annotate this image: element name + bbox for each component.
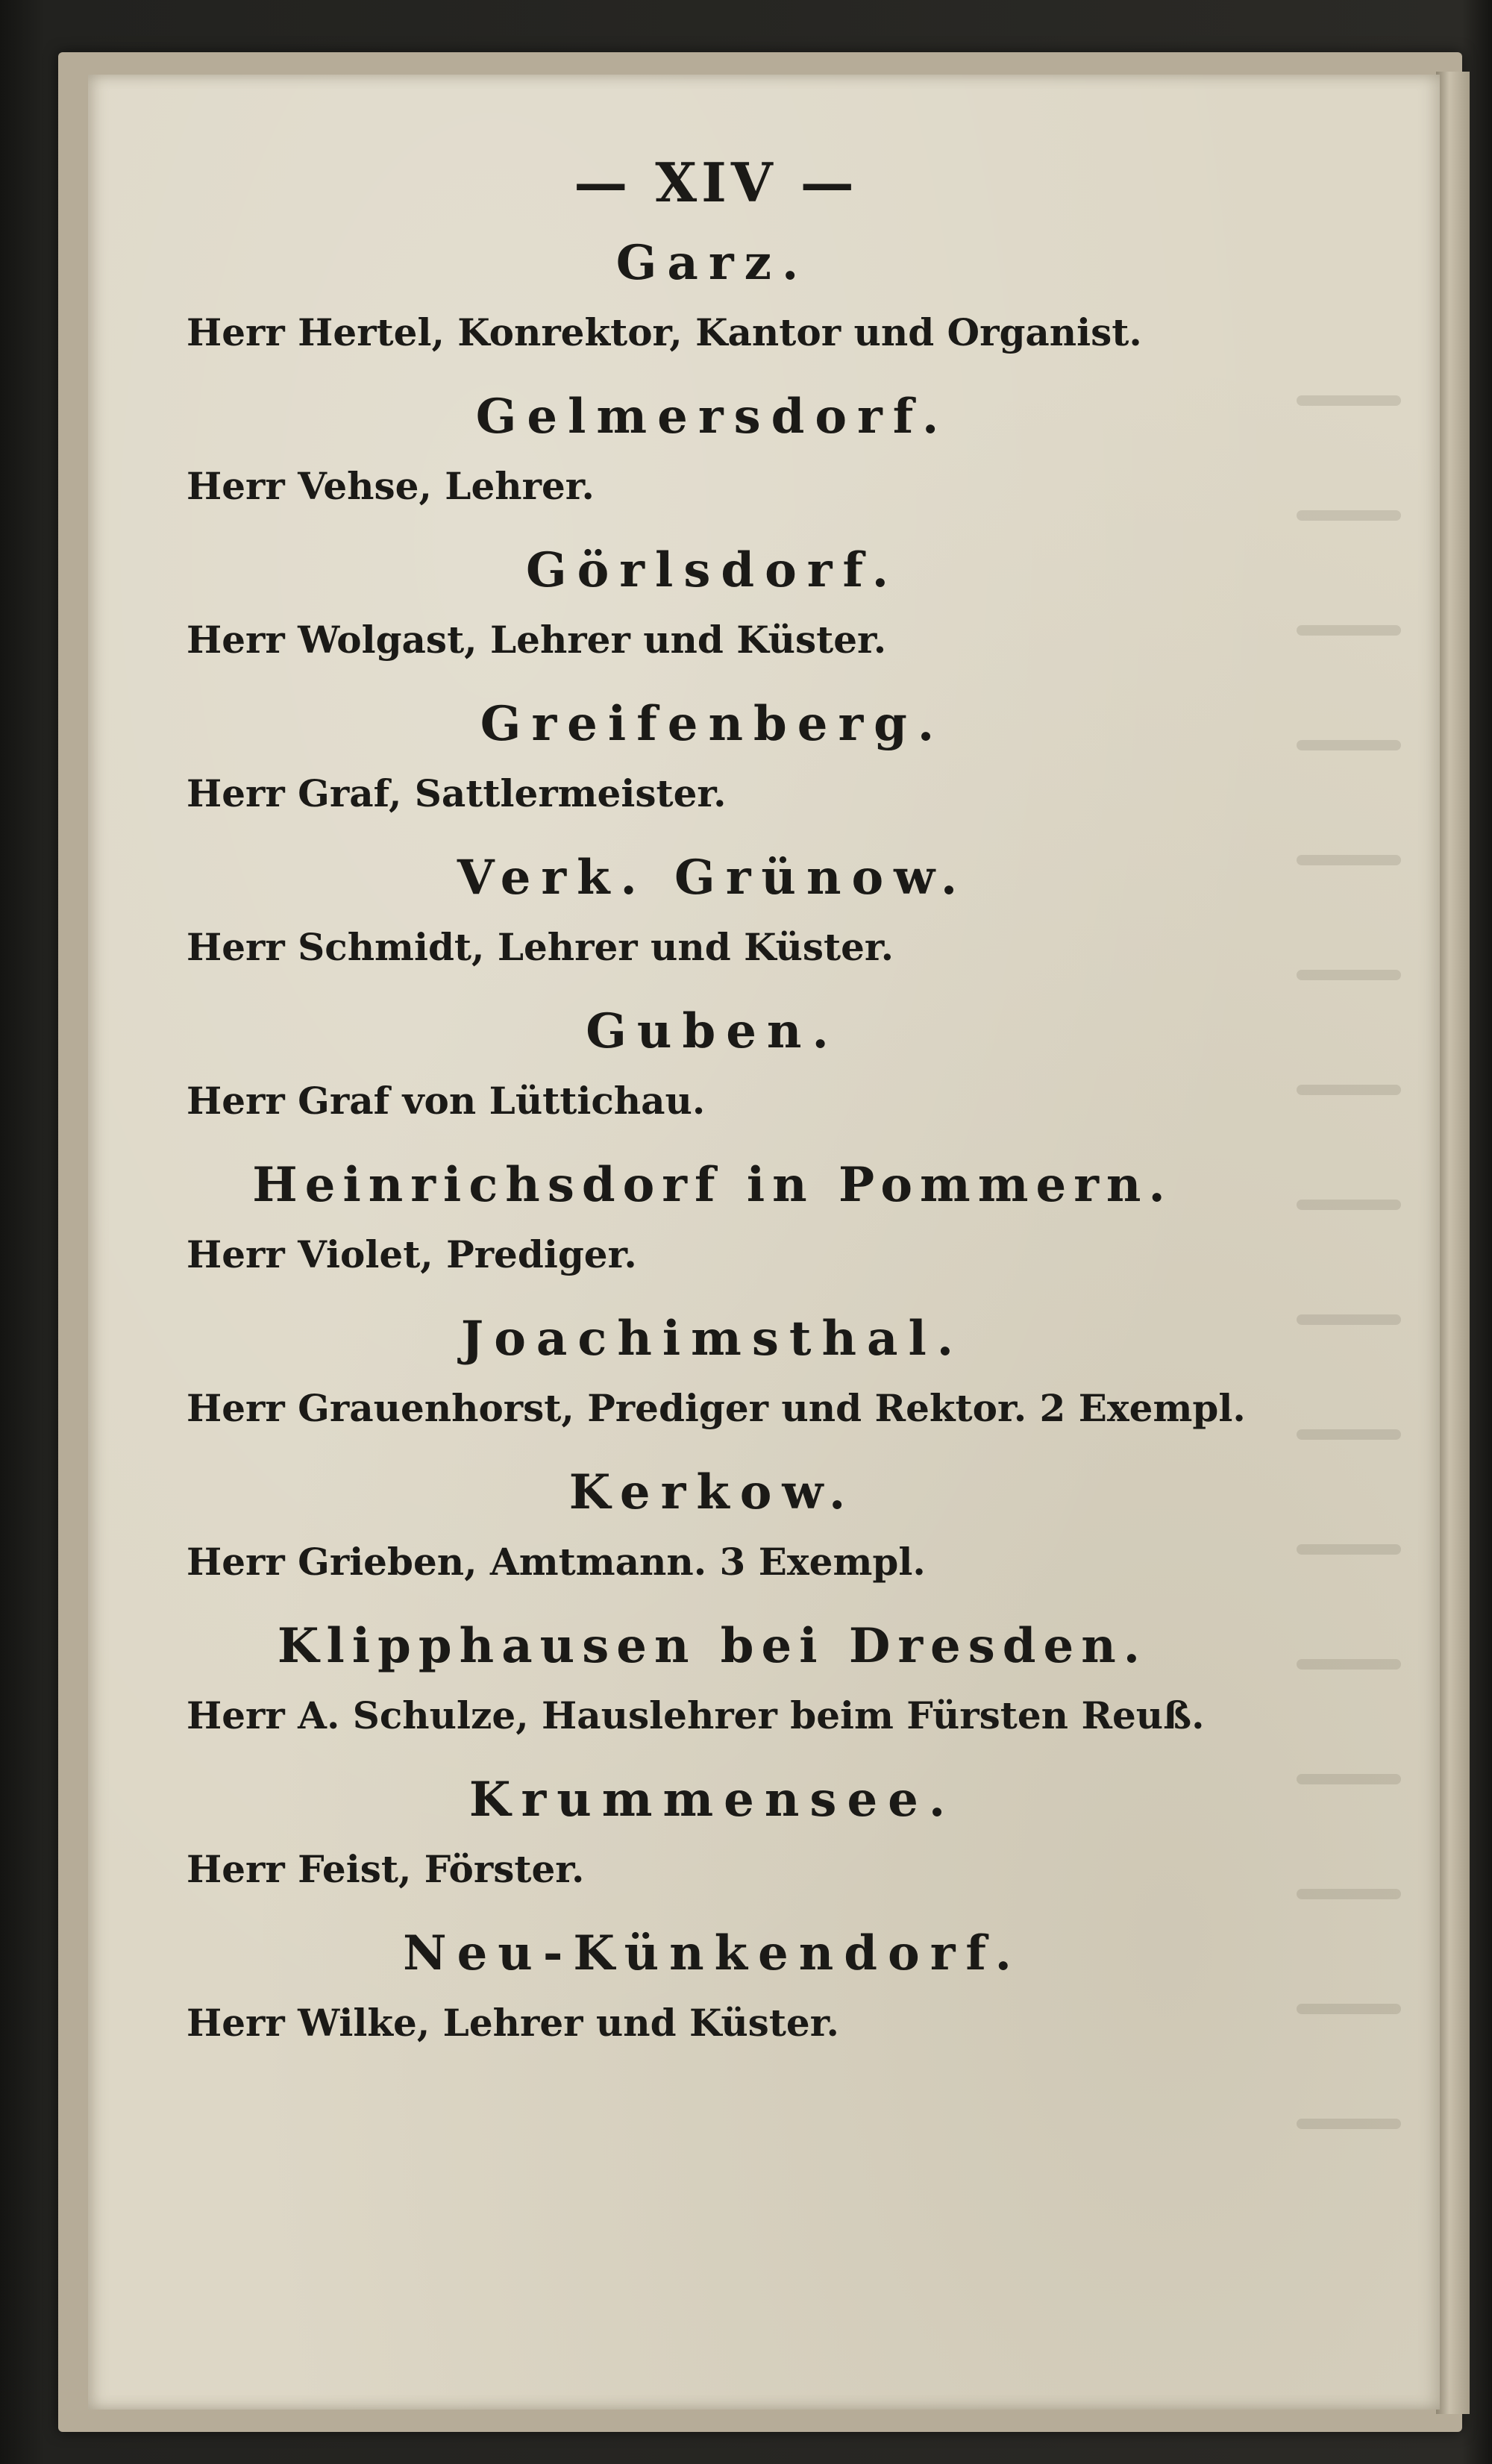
subscriber-line: Herr Schmidt, Lehrer und Küster.: [186, 925, 894, 969]
entry: [186, 1918, 1216, 2072]
place-heading: Klipphausen bei Dresden.: [277, 1618, 1148, 1674]
place-heading: Gelmersdorf.: [475, 389, 950, 445]
place-heading: Krummensee.: [468, 1772, 956, 1828]
place-heading: Garz.: [615, 235, 809, 291]
entry: [186, 842, 1216, 996]
place-heading: Neu-Künkendorf.: [403, 1925, 1022, 1981]
subscriber-line: Herr Vehse, Lehrer.: [186, 464, 595, 508]
subscriber-line: Herr Graf von Lüttichau.: [186, 1079, 706, 1123]
subscriber-line: Herr Grieben, Amtmann. 3 Exempl.: [186, 1540, 926, 1584]
entry: [186, 381, 1216, 535]
page-content: [186, 138, 1246, 2072]
entry: [186, 1457, 1216, 1611]
show-through-text: [1297, 395, 1401, 2260]
subscriber-line: Herr Wilke, Lehrer und Küster.: [186, 2001, 839, 2045]
place-heading: Görlsdorf.: [525, 542, 900, 598]
subscriber-line: Herr Grauenhorst, Prediger und Rektor. 2 Exempl.: [186, 1386, 1246, 1430]
page-number: — XIV —: [574, 151, 859, 214]
subscriber-line: Herr Graf, Sattlermeister.: [186, 771, 727, 815]
page-edge: [1436, 72, 1470, 2414]
subscriber-line: Herr Hertel, Konrektor, Kantor und Organist.: [186, 310, 1142, 354]
place-heading: Greifenberg.: [480, 696, 945, 752]
entry: [186, 1303, 1246, 1457]
place-heading: Heinrichsdorf in Pommern.: [252, 1157, 1173, 1213]
subscriber-line: Herr Wolgast, Lehrer und Küster.: [186, 618, 887, 662]
entry: [186, 228, 1216, 381]
entry: [186, 1611, 1216, 1764]
place-heading: Joachimsthal.: [460, 1311, 965, 1367]
subscriber-line: Herr Violet, Prediger.: [186, 1232, 637, 1276]
entry: [186, 535, 1216, 689]
place-heading: Guben.: [586, 1003, 839, 1059]
entry: [186, 1764, 1216, 1918]
entry: [186, 1150, 1216, 1303]
place-heading: Verk. Grünow.: [457, 850, 968, 906]
place-heading: Kerkow.: [568, 1464, 856, 1520]
entry: [186, 996, 1216, 1150]
entry: [186, 689, 1216, 842]
subscriber-line: Herr Feist, Förster.: [186, 1847, 585, 1891]
subscriber-line: Herr A. Schulze, Hauslehrer beim Fürsten Reuß.: [186, 1693, 1205, 1737]
